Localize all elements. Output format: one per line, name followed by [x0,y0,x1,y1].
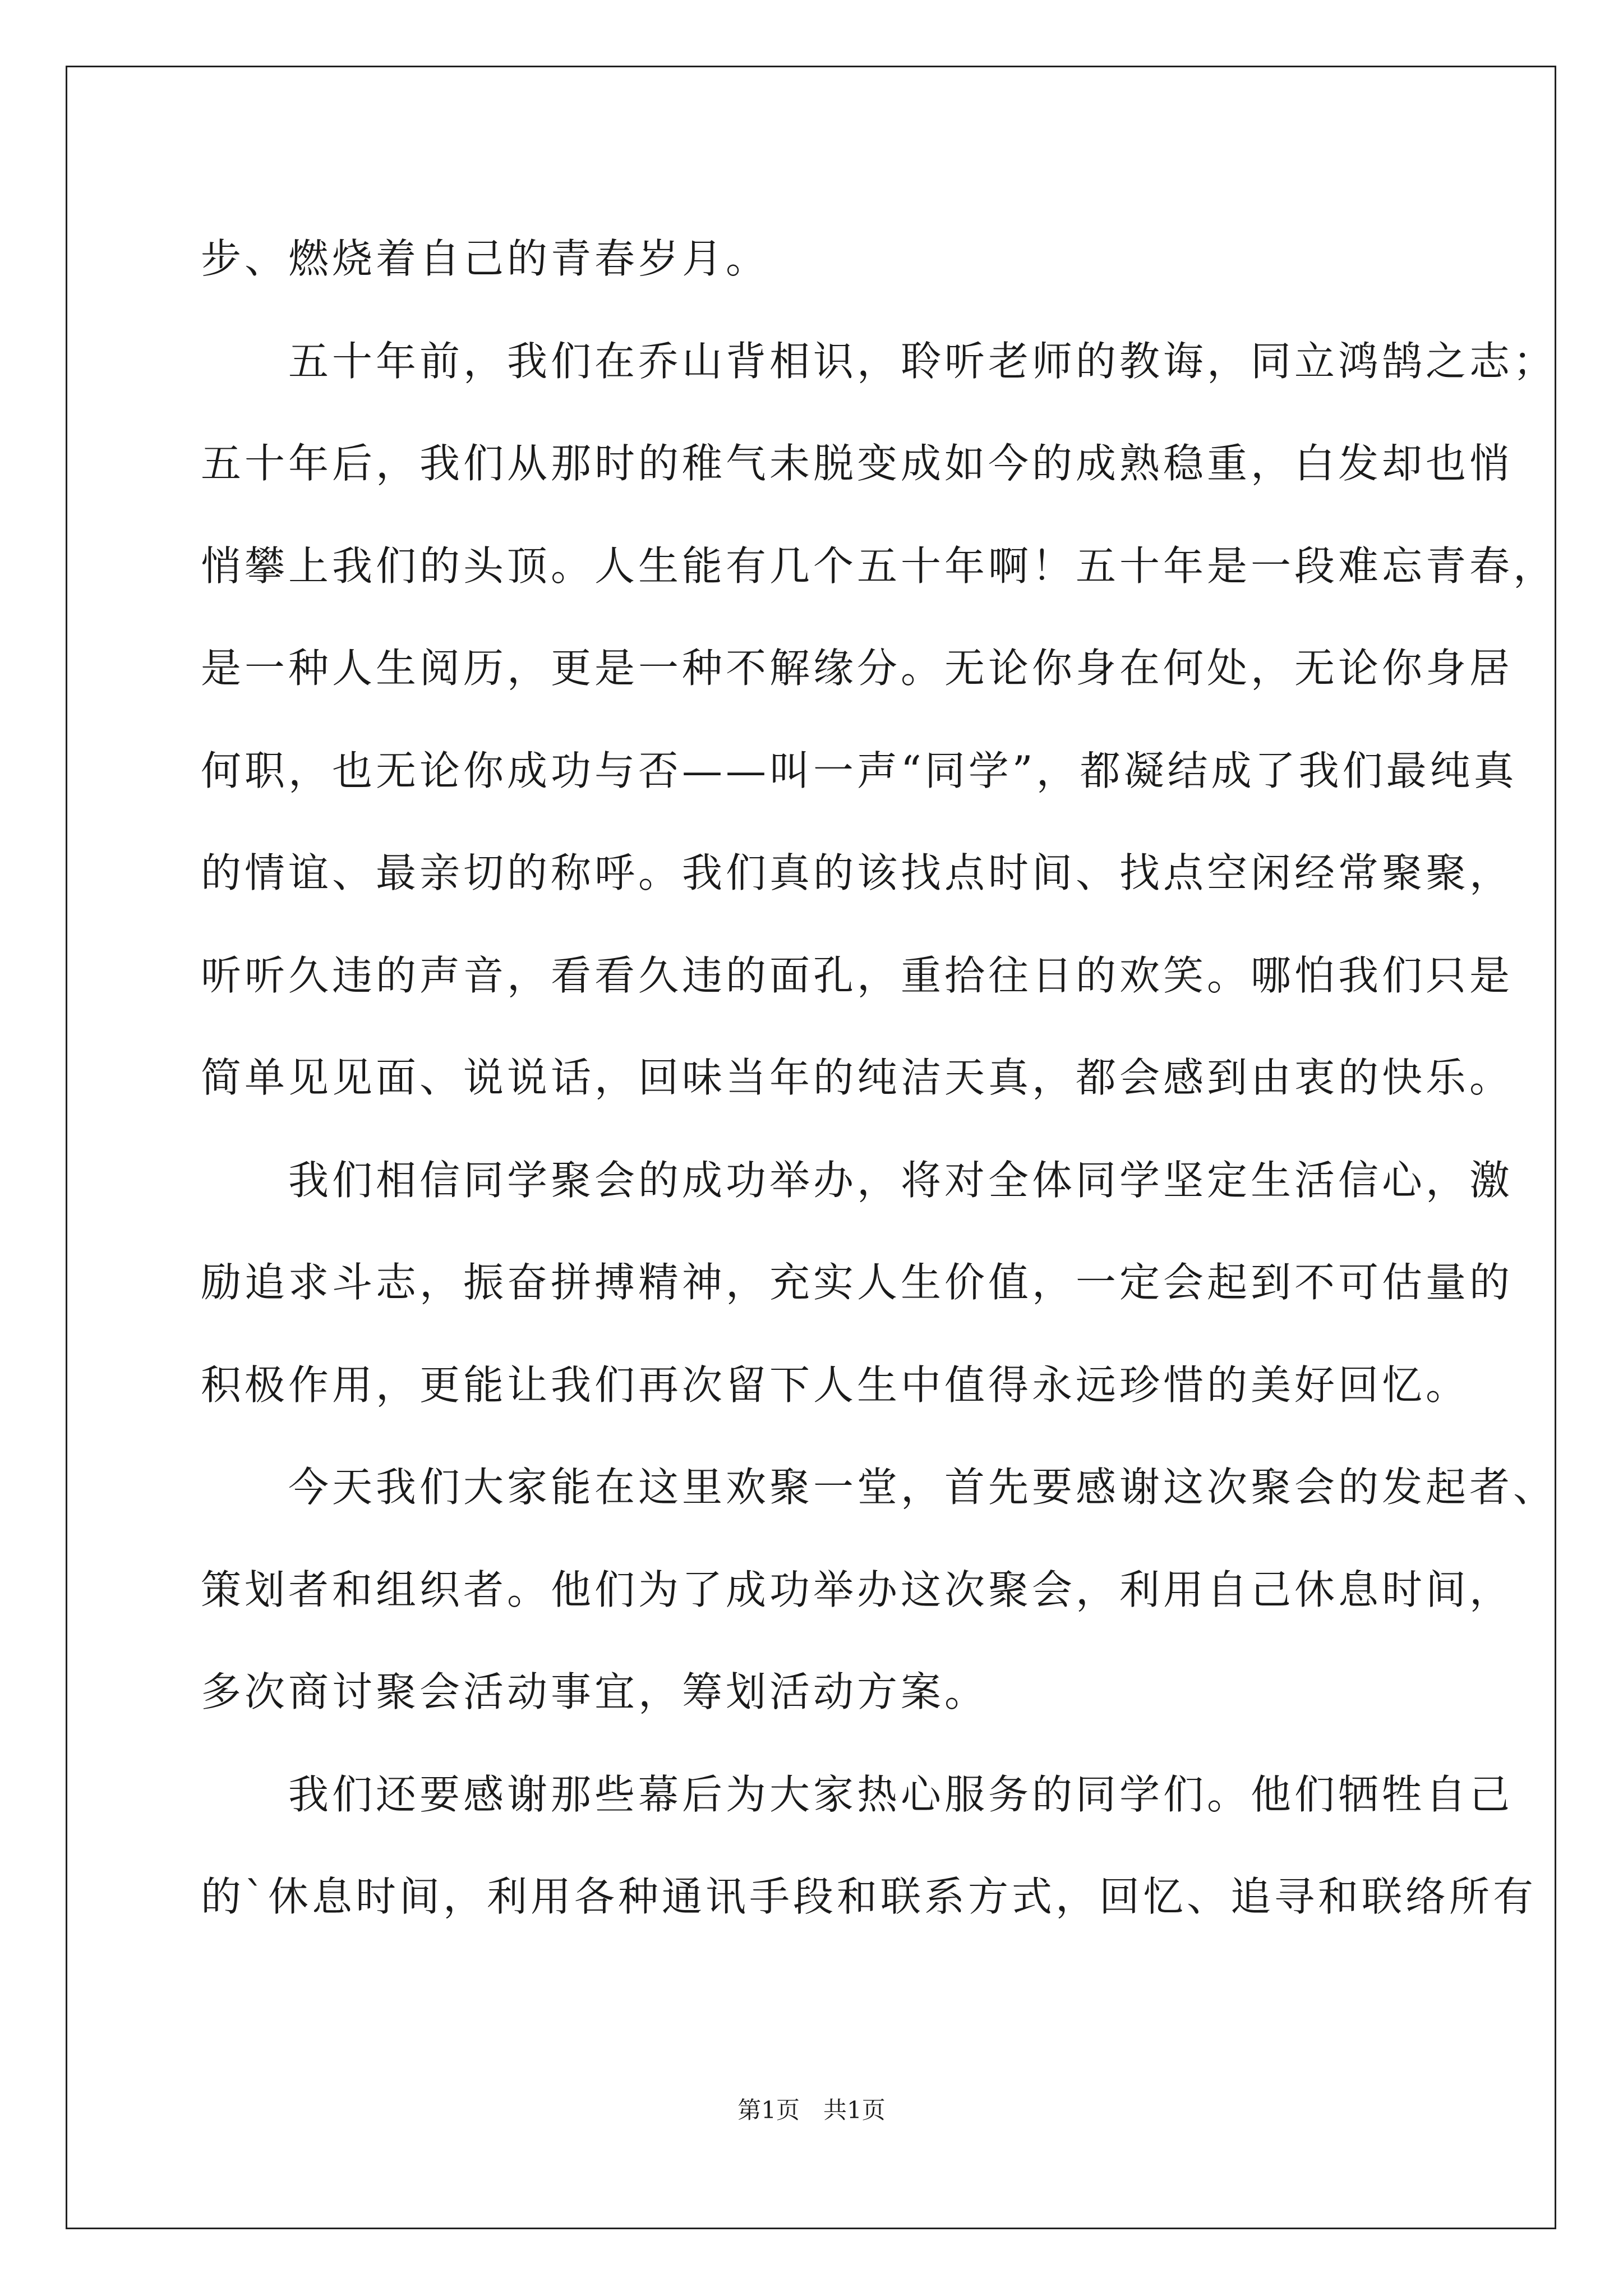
page-footer [0,2093,1623,2127]
text-line: 积极作用，更能让我们再次留下人生中值得永远珍惜的美好回忆。 [201,1361,1470,1409]
document-body [201,208,1557,1948]
text-line: 的情谊、最亲切的称呼。我们真的该找点时间、找点空闲经常聚聚， [201,849,1514,896]
text-line: 五十年后，我们从那时的稚气未脱变成如今的成熟稳重，白发却也悄 [201,440,1514,487]
paragraph [201,1743,1537,1948]
text-line: 悄攀上我们的头顶。人生能有几个五十年啊！五十年是一段难忘青春， [201,542,1557,590]
paragraph [201,1436,1557,1743]
text-line: 五十年前，我们在乔山背相识，聆听老师的教诲，同立鸿鹄之志； [201,337,1557,385]
text-line: 的`休息时间，利用各种通讯手段和联系方式，回忆、追寻和联络所有 [201,1873,1537,1920]
text-line: 听听久违的声音，看看久违的面孔，重拾往日的欢笑。哪怕我们只是 [201,951,1514,999]
text-line: 何职，也无论你成功与否——叫一声“同学”，都凝结成了我们最纯真 [201,747,1518,794]
paragraph [201,208,1440,310]
paragraph [201,1129,1514,1437]
page-number-label: 第1页 共1页 [737,2096,886,2124]
text-line: 我们还要感谢那些幕后为大家热心服务的同学们。他们牺牲自己 [201,1770,1514,1818]
text-line: 励追求斗志，振奋拼搏精神，充实人生价值，一定会起到不可估量的 [201,1259,1514,1306]
text-line: 策划者和组织者。他们为了成功举办这次聚会，利用自己休息时间， [201,1566,1514,1613]
text-line: 是一种人生阅历，更是一种不解缘分。无论你身在何处，无论你身居 [201,645,1514,692]
text-line: 今天我们大家能在这里欢聚一堂，首先要感谢这次聚会的发起者、 [201,1464,1557,1511]
text-line: 我们相信同学聚会的成功举办，将对全体同学坚定生活信心，激 [201,1156,1514,1204]
text-line: 多次商讨聚会活动事宜，筹划活动方案。 [201,1668,989,1715]
text-line: 简单见见面、说说话，回味当年的纯洁天真，都会感到由衷的快乐。 [201,1054,1514,1101]
text-line: 步、燃烧着自己的青春岁月。 [201,235,770,282]
paragraph [201,310,1557,1129]
